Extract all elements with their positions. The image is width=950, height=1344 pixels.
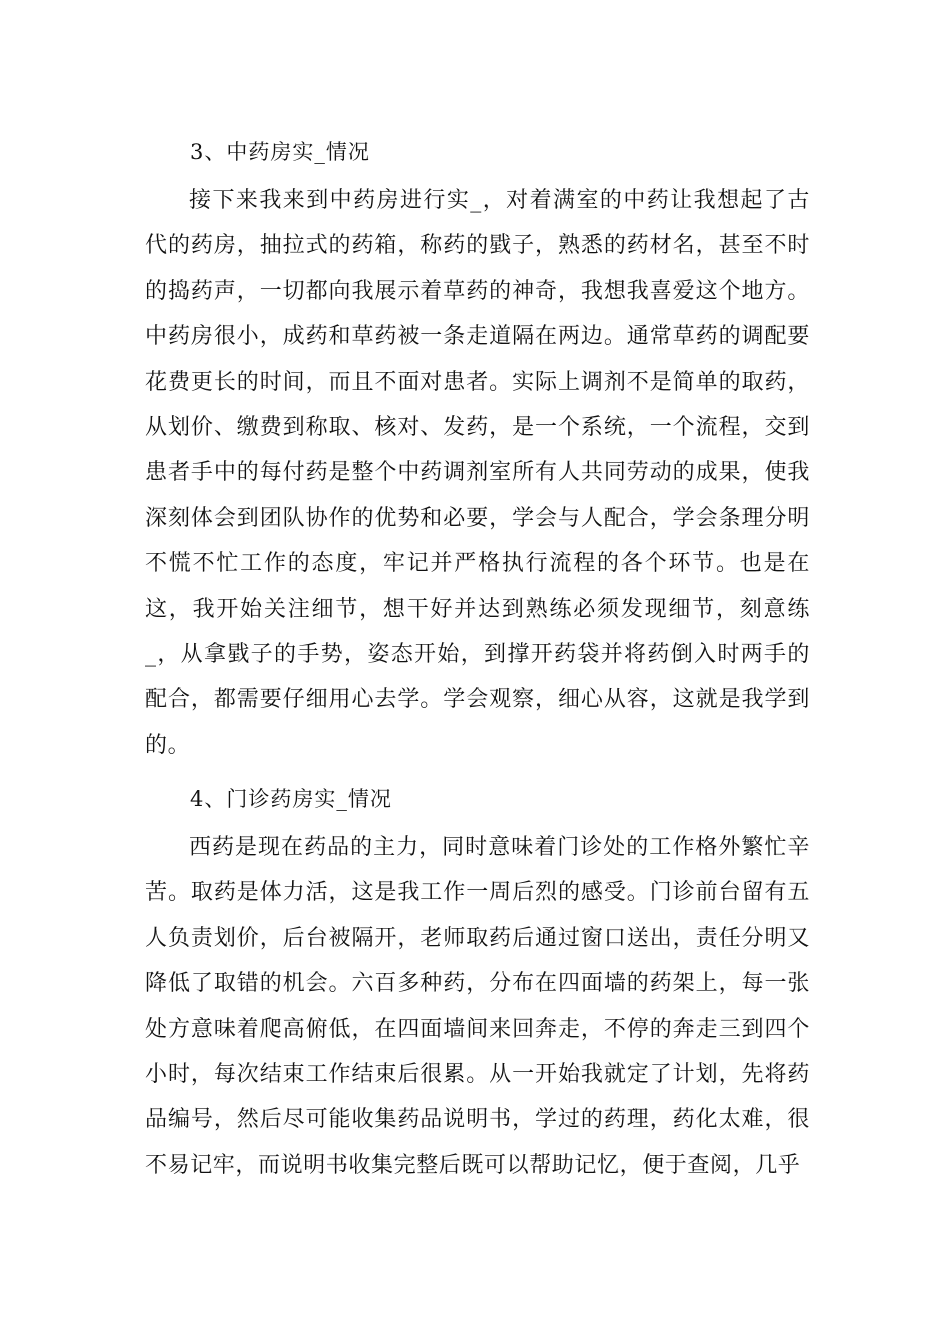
- section-3-heading: 3、中药房实_情况: [190, 140, 370, 164]
- section-4-paragraph: 西药是现在药品的主力，同时意味着门诊处的工作格外繁忙辛苦。取药是体力活，这是我工作一周后烈的感受。门诊前台留有五人负责划价，后台被隔开，老师取药后通过窗口送出，责任分明又降低了取错的机会。六百多种药，分布在四面墙的药架上，每一张处方意味着爬高俯低，在四面墙间来回奔走，不停的奔走三到四个小时，每次结束工作结束后很累。从一开始我就定了计划，先将药品编号，然后尽可能收集药品说明书，学过的药理，药化太难，很不易记牢，而说明书收集完整后既可以帮助记忆，便于查阅，几乎: [145, 835, 810, 1178]
- section-4-heading: 4、门诊药房实_情况: [190, 787, 392, 811]
- section-3-paragraph: 接下来我来到中药房进行实_，对着满室的中药让我想起了古代的药房，抽拉式的药箱，称药的戥子，熟悉的药材名，甚至不时的捣药声，一切都向我展示着草药的神奇，我想我喜爱这个地方。中药房很小，成药和草药被一条走道隔在两边。通常草药的调配要花费更长的时间，而且不面对患者。实际上调剂不是简单的取药，从划价、缴费到称取、核对、发药，是一个系统，一个流程，交到患者手中的每付药是整个中药调剂室所有人共同劳动的成果，使我深刻体会到团队协作的优势和必要，学会与人配合，学会条理分明不慌不忙工作的态度，牢记并严格执行流程的各个环节。也是在这，我开始关注细节，想干好并达到熟练必须发现细节，刻意练_，从拿戥子的手势，姿态开始，到撑开药袋并将药倒入时两手的配合，都需要仔细用心去学。学会观察，细心从容，这就是我学到的。: [145, 188, 810, 758]
